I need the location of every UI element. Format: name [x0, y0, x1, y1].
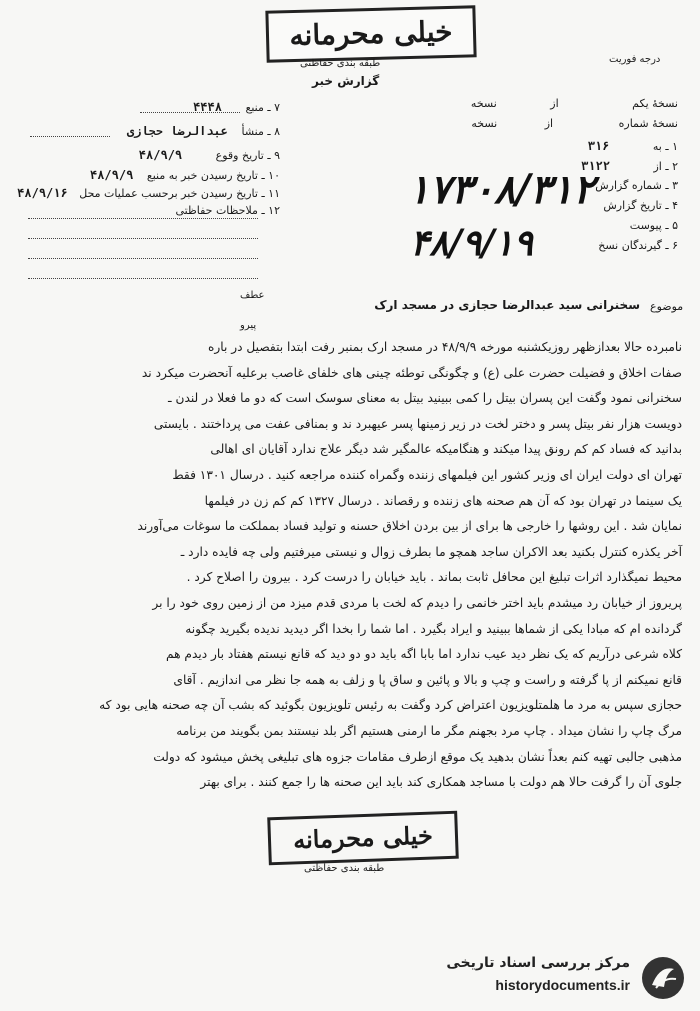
body-line: حجازی سپس به مرد ما هلمتلویزیون اعتراض کرد وگفت به رئیس تلویزیون بگوئید که بشب آن چه صحنه هایی بود که [99, 698, 682, 713]
field-report-date: ۴ ـ تاریخ گزارش [603, 199, 678, 212]
report-body [50, 335, 682, 796]
field-security-notes: ۱۲ ـ ملاحظات حفاظتی [175, 204, 280, 217]
classification-caption-bottom: طبقه بندی حفاظتی [304, 863, 385, 874]
body-line: محیط نمیگذارد اثرات تبلیغ این محافل ثابت بماند . باید خیابان را درست کرد . بیرون را اصلاح کرد . [186, 570, 682, 585]
field-event-date: ۹ ـ تاریخ وقوع ۴۸/۹/۹ [138, 148, 280, 162]
field-source: ۷ ـ منبع ۴۴۴۸ [193, 100, 280, 114]
body-line: نمایان شد . این روشها را خارجی ها برای از بین بردن اخلاق حسنه و تولید فساد بمملکت ما سوغات می‌آورند [137, 519, 682, 534]
watermark [420, 955, 690, 1005]
field-source-received-date: ۱۰ ـ تاریخ رسیدن خبر به منبع ۴۸/۹/۹ [89, 168, 280, 182]
body-line: گردانده ام که مبادا یکی از شماها ببینید و ایراد بگیرد . اما شما را بخدا اگر دیدید ندیده بگیرید چگونه [185, 621, 682, 636]
dotted-line [28, 218, 258, 219]
body-line: پریروز از خیابان رد میشدم باید اختر خانمی را دیدم که لخت با مردی قدم میزد من از زمین روی خود را بر [152, 595, 682, 610]
dotted-line [140, 112, 240, 113]
handwritten-report-date: ۴۸/۹/۱۹ [410, 222, 533, 264]
body-line: مرگ چاپ را نشان میداد . چاپ مرد بجهنم مگر ما ارمنی هستیم اگر بلد نیستند بمن بگویند من برنامه [176, 723, 682, 738]
body-line: مذهبی جالبی تهیه کنم بعداً نشان بدهید یک موقع ازطرف مقامات جزوه های تبلیغی پخش میشود که دولت [153, 749, 682, 764]
dotted-line [30, 136, 110, 137]
body-line: کلاه شرعی درآریم که یک نظر دید عیب ندارد اما بابا اگه باید دو دو دید که قانع نیستم هفتاد بار دیدم هم [166, 647, 682, 662]
body-line: دویست هزار نفر بیتل پسر و دختر لخت در زیر زمینها پسر عیهبرد ند و بمنافی عفت می پرداختند . بایستی [153, 416, 682, 431]
body-line: یک سینما در تهران بود که آن هم صحنه های زننده و رقصاند . درسال ۱۳۲۷ کم کم زن در فیلمها [204, 493, 682, 508]
subject-label: موضوع [650, 300, 684, 313]
dotted-line [28, 278, 258, 279]
body-line: قانع نمیکنم از پا گرفته و راست و چپ و بالا و پائین و ساق پا و زلف به همه جا نظر می اندازیم . آقای [173, 672, 682, 687]
followup-label: پیرو [240, 320, 257, 331]
field-recipients: ۶ ـ گیرندگان نسخ [598, 239, 678, 252]
urgency-label: درجه فوریت [609, 54, 661, 65]
body-line: سخنرانی نمود وگفت این پسران بیتل را کمی ببینید بیتل به معنای سوسک است که دو ما فعلا در لندن ـ [168, 391, 682, 406]
body-line: نامبرده حالا بعدازظهر روزیکشنبه مورخه ۴۸/۹/۹ در مسجد ارک بمنبر رفت ابتدا بتفصیل در باره [208, 340, 682, 354]
archive-logo-icon [640, 955, 686, 1001]
dotted-line [28, 238, 258, 239]
classification-stamp-top: خیلی محرمانه [265, 5, 476, 62]
watermark-url: historydocuments.ir [495, 977, 630, 993]
subject-text: سخنرانی سید عبدالرضا حجازی در مسجد ارک [374, 298, 640, 312]
field-copy-one: نسخهٔ یکم از نسخه [470, 97, 678, 110]
reference-label: عطف [240, 290, 265, 301]
form-title: گزارش خبر [312, 74, 380, 88]
body-line: تهران ای دولت ایران ای وزیر کشور این فیلمهای زننده وگمراه کننده مراجعه کنید . درسال ۱۳۰۱ فقط [172, 467, 682, 482]
classification-stamp-bottom: خیلی محرمانه [267, 811, 459, 866]
body-line: صفات اخلاق و فضیلت حضرت علی (ع) و چگونگی توطئه چینی های خلفای غاصب برعلیه آنحضرت میکرد ند [141, 365, 682, 380]
field-origin: ۸ ـ منشأ عبدالرضا حجازی [126, 124, 280, 138]
field-attachment: ۵ ـ پیوست [629, 219, 678, 232]
body-line: جلوی آن را گرفت حالا هم دولت با مساجد همکاری کند باید این صحنه ها را جمع کنند . برای بهتر [200, 775, 682, 790]
field-ops-received-date: ۱۱ ـ تاریخ رسیدن خبر برحسب عملیات محل ۴۸/۹/۱۶ [17, 186, 280, 200]
field-copy-number: نسخهٔ شماره از نسخه [471, 117, 678, 130]
field-to: ۱ ـ به ۳۱۶ [587, 139, 678, 153]
body-line: آخر یکذره کنترل بکنید بعد الاکران ساجد همچو ما بطرف زوال و نیستی میرفتیم ولی چه فایده دارد ـ [180, 544, 682, 559]
dotted-line [28, 258, 258, 259]
field-report-number: ۳ ـ شماره گزارش [595, 179, 678, 192]
classification-caption-top: طبقه بندی حفاظتی [300, 58, 381, 69]
handwritten-report-number: ۱۷۳۰۸/۳۱۲ [408, 166, 595, 213]
body-line: بدانید که فساد کم کم رونق پیدا میکند و هنگامیکه عالمگیر شد دیگر علاج ندارد آقایان ای اهالی [210, 442, 682, 457]
field-from: ۲ ـ از ۳۱۲۲ [581, 159, 678, 173]
watermark-name: مرکز بررسی اسناد تاریخی [446, 955, 630, 971]
